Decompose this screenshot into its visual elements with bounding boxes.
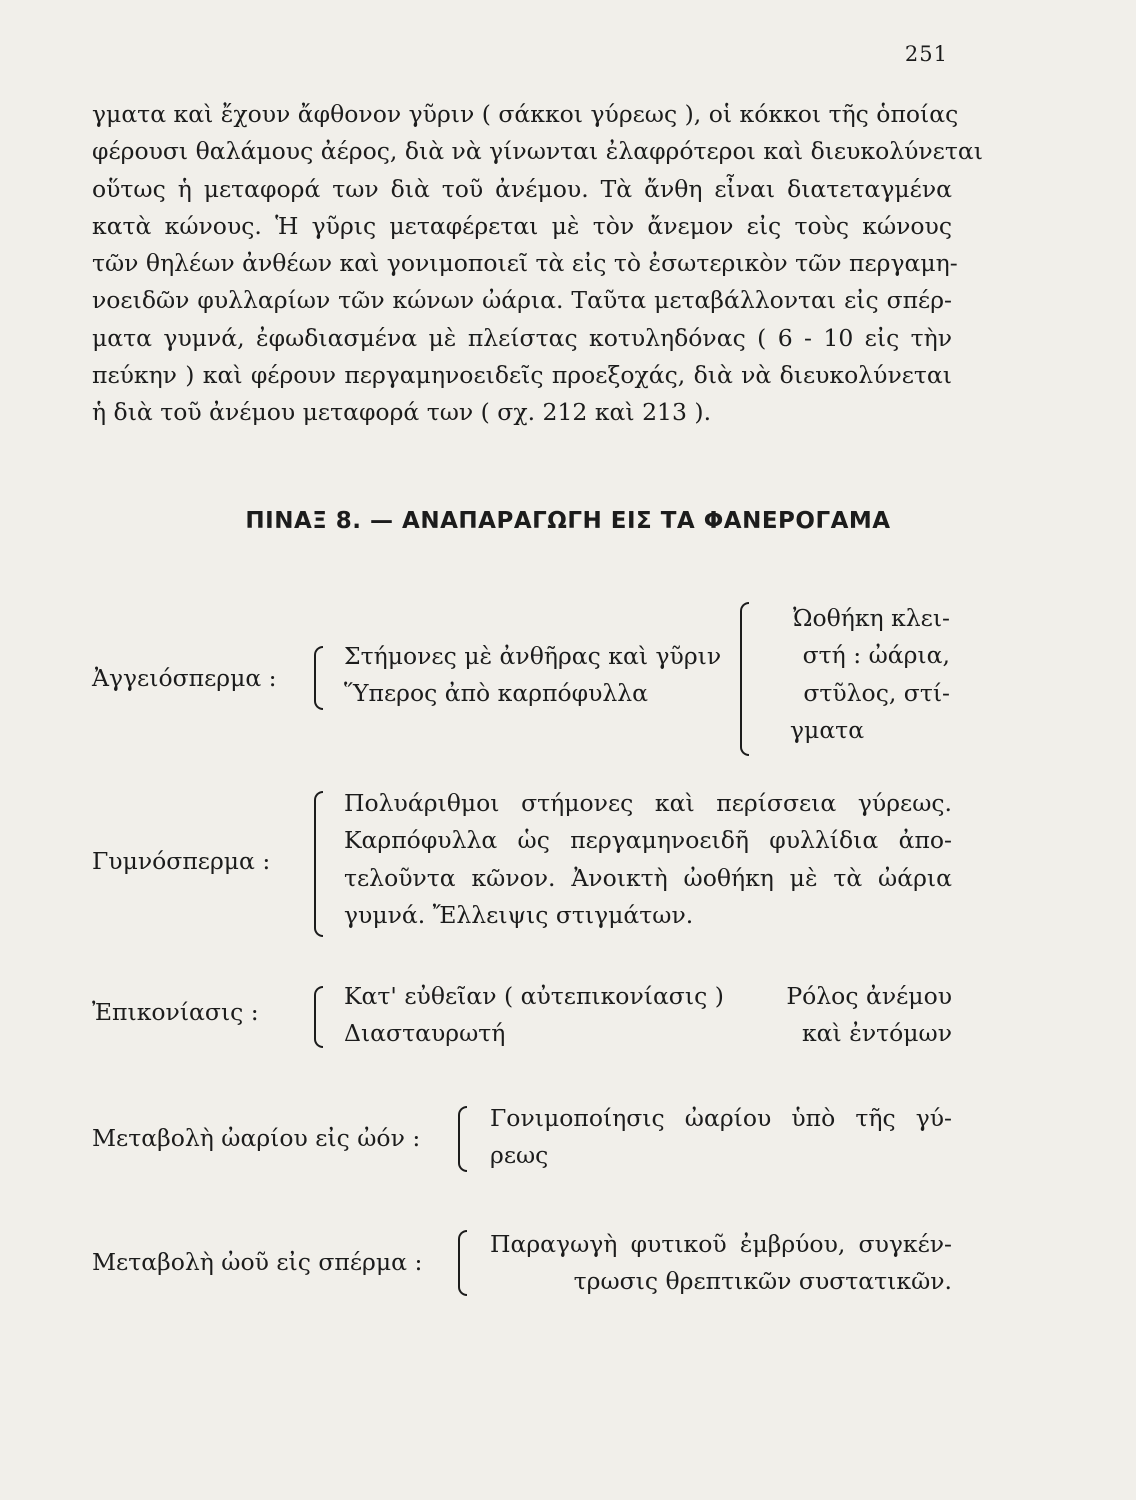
row-right-text	[760, 600, 950, 749]
paragraph-line: ματα γυμνά, ἐφωδιασμένα μὲ πλείστας κοτυληδόνας ( 6 - 10 εἰς τὴν	[92, 323, 952, 352]
right-line: Ρόλος ἀνέμου	[786, 982, 952, 1010]
row-lines	[344, 785, 952, 934]
paragraph-line: πεύκην ) καὶ φέρουν περγαμηνοειδεῖς προεξοχάς, διὰ νὰ διευκολύνεται	[92, 361, 952, 390]
right-line: στῦλος, στί-	[803, 678, 950, 707]
left-brace	[458, 1106, 467, 1172]
row-items	[344, 978, 724, 1053]
item: Στήμονες μὲ ἀνθῆρας καὶ γῦριν	[344, 642, 722, 670]
egg-line: τρωσις θρεπτικῶν συστατικῶν.	[573, 1267, 952, 1296]
row-lines	[490, 1226, 952, 1301]
table-heading: ΠΙΝΑΞ 8. — ΑΝΑΠΑΡΑΓΩΓΗ ΕΙΣ ΤΑ ΦΑΝΕΡΟΓΑΜΑ	[245, 508, 891, 534]
right-line: γματα	[790, 715, 865, 744]
left-brace	[458, 1230, 467, 1296]
ovule-line: ρεως	[490, 1141, 549, 1170]
right-line: Ὠοθήκη κλει-	[792, 604, 950, 632]
left-brace	[314, 791, 323, 937]
row-right-text	[752, 978, 952, 1053]
paragraph-line: νοειδῶν φυλλαρίων τῶν κώνων ὠάρια. Ταῦτα μεταβάλλονται εἰς σπέρ-	[92, 286, 952, 315]
row-label: Μεταβολὴ ὠοῦ εἰς σπέρμα :	[92, 1248, 423, 1276]
left-brace	[314, 986, 323, 1048]
gymnosperm-line: Πολυάριθμοι στήμονες καὶ περίσσεια γύρεως.	[344, 789, 952, 817]
paragraph-line: οὕτως ἡ μεταφορά των διὰ τοῦ ἀνέμου. Τὰ ἄνθη εἶναι διατεταγμένα	[92, 174, 952, 203]
paragraph-line: γματα καὶ ἔχουν ἄφθονον γῦριν ( σάκκοι γύρεως ), οἱ κόκκοι τῆς ὁποίας	[92, 100, 959, 128]
row-egg-change	[92, 1226, 952, 1301]
paragraph-line: κατὰ κώνους. Ἡ γῦρις μεταφέρεται μὲ τὸν ἄνεμον εἰς τοὺς κώνους	[92, 211, 952, 240]
row-angiosperms	[92, 598, 952, 758]
row-gymnosperms	[92, 785, 952, 945]
row-label: Γυμνόσπερμα :	[92, 847, 271, 875]
left-brace	[314, 646, 323, 710]
paragraph-line: τῶν θηλέων ἀνθέων καὶ γονιμοποιεῖ τὰ εἰς τὸ ἐσωτερικὸν τῶν περγαμη-	[92, 249, 958, 278]
row-ovule-change	[92, 1100, 952, 1175]
row-label: Ἐπικονίασις :	[92, 998, 259, 1026]
gymnosperm-line: γυμνά. Ἔλλειψις στιγμάτων.	[344, 900, 694, 929]
page-number: 251	[904, 42, 948, 66]
paragraph-line: φέρουσι θαλάμους ἀέρος, διὰ νὰ γίνωνται ἐλαφρότεροι καὶ διευκολύνεται	[92, 137, 983, 166]
item: Ὕπερος ἀπὸ καρπόφυλλα	[344, 679, 649, 708]
paragraph-line: ἡ διὰ τοῦ ἀνέμου μεταφορά των ( σχ. 212 καὶ 213 ).	[92, 398, 712, 427]
right-line: στή : ὠάρια,	[802, 641, 950, 670]
ovule-line: Γονιμοποίησις ὠαρίου ὑπὸ τῆς γύ-	[490, 1104, 952, 1132]
row-pollination	[92, 978, 952, 1048]
right-line: καὶ ἐντόμων	[801, 1019, 952, 1048]
egg-line: Παραγωγὴ φυτικοῦ ἐμβρύου, συγκέν-	[490, 1230, 952, 1258]
row-label: Ἀγγειόσπερμα :	[92, 664, 277, 692]
item: Διασταυρωτή	[344, 1019, 506, 1048]
row-items	[344, 638, 721, 713]
left-brace	[740, 602, 749, 756]
gymnosperm-line: τελοῦντα κῶνον. Ἀνοικτὴ ὠοθήκη μὲ τὰ ὠάρια	[344, 863, 952, 892]
gymnosperm-line: Καρπόφυλλα ὡς περγαμηνοειδῆ φυλλίδια ἀπο-	[344, 826, 952, 855]
row-label: Μεταβολὴ ὠαρίου εἰς ὠόν :	[92, 1124, 421, 1152]
row-lines	[490, 1100, 952, 1175]
item: Κατ' εὐθεῖαν ( αὐτεπικονίασις )	[344, 982, 724, 1010]
body-paragraph	[92, 96, 983, 432]
